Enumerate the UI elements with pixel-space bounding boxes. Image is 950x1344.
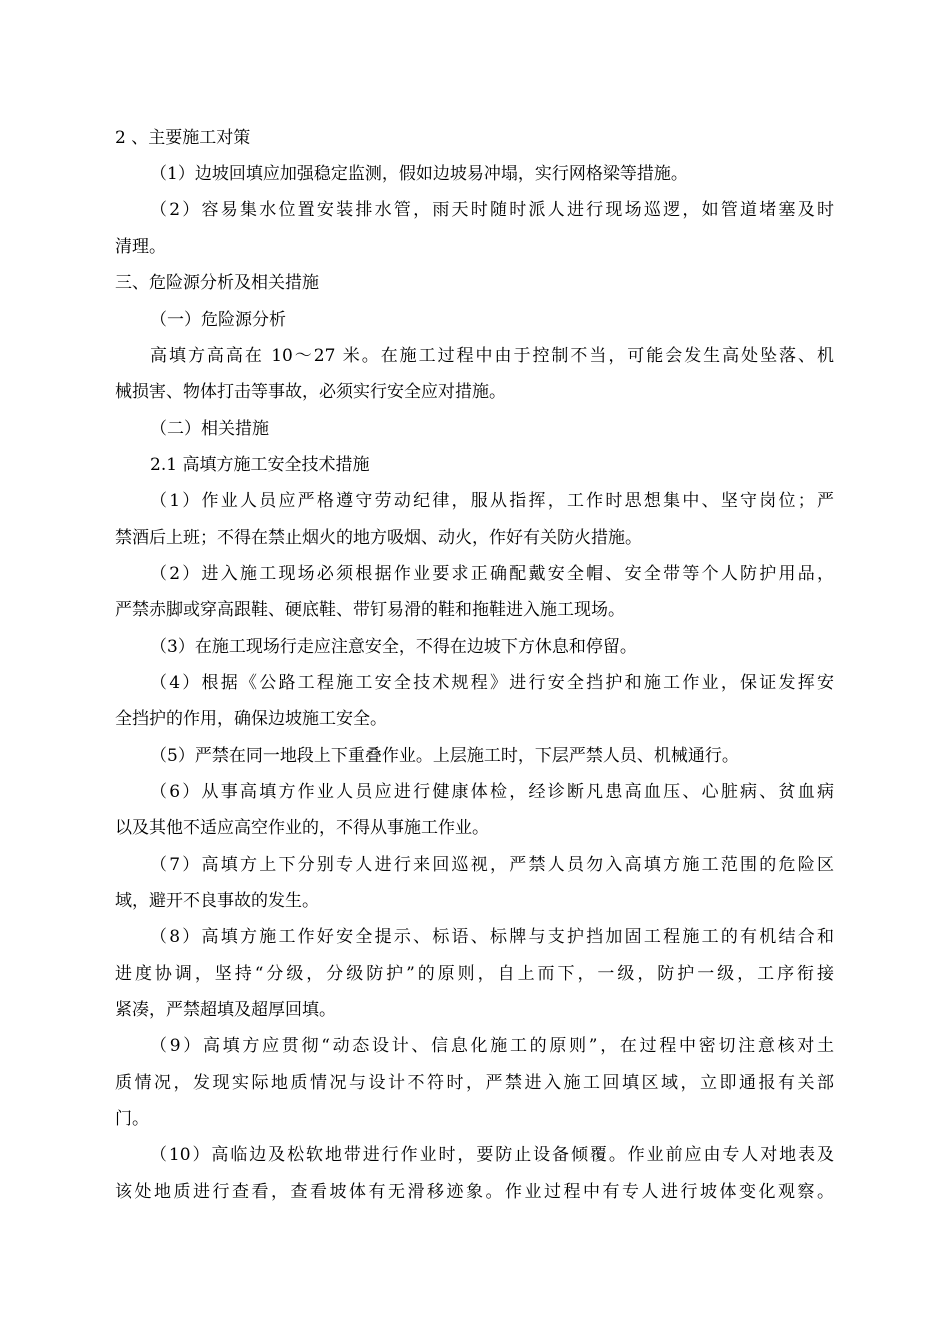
subsection-heading: （一）危险源分析 [150,310,286,330]
subsection-heading: 2.1 高填方施工安全技术措施 [150,455,370,475]
paragraph-line: 高填方高高在 10～27 米。在施工过程中由于控制不当，可能会发生高处坠落、机 [150,346,834,366]
paragraph-line: 以及其他不适应高空作业的，不得从事施工作业。 [115,818,489,838]
paragraph-line: （8）高填方施工作好安全提示、标语、标牌与支护挡加固工程施工的有机结合和 [150,927,834,947]
paragraph-line: （9）高填方应贯彻“动态设计、信息化施工的原则”，在过程中密切注意核对土 [150,1036,834,1056]
paragraph-line: （2）进入施工现场必须根据作业要求正确配戴安全帽、安全带等个人防护用品， [150,564,834,584]
paragraph-line: （5）严禁在同一地段上下重叠作业。上层施工时，下层严禁人员、机械通行。 [150,746,739,766]
paragraph-line: （6）从事高填方作业人员应进行健康体检，经诊断凡患高血压、心脏病、贫血病 [150,782,834,802]
paragraph-line: 清理。 [115,237,166,257]
paragraph-line: （3）在施工现场行走应注意安全，不得在边坡下方休息和停留。 [150,637,637,657]
section-heading: 三、危险源分析及相关措施 [115,273,319,293]
paragraph-line: 域，避开不良事故的发生。 [115,891,319,911]
paragraph-line: （10）高临边及松软地带进行作业时，要防止设备倾覆。作业前应由专人对地表及 [150,1145,834,1165]
paragraph-line: 严禁赤脚或穿高跟鞋、硬底鞋、带钉易滑的鞋和拖鞋进入施工现场。 [115,600,625,620]
paragraph-line: 该处地质进行查看，查看坡体有无滑移迹象。作业过程中有专人进行坡体变化观察。 [115,1182,834,1202]
paragraph-line: 禁酒后上班；不得在禁止烟火的地方吸烟、动火，作好有关防火措施。 [115,528,642,548]
paragraph-line: （1）作业人员应严格遵守劳动纪律，服从指挥，工作时思想集中、坚守岗位；严 [150,491,834,511]
paragraph-line: 门。 [115,1109,149,1129]
paragraph-line: 全挡护的作用，确保边坡施工安全。 [115,709,387,729]
paragraph-line: （4）根据《公路工程施工安全技术规程》进行安全挡护和施工作业，保证发挥安 [150,673,834,693]
paragraph-line: 紧凑，严禁超填及超厚回填。 [115,1000,336,1020]
paragraph-line: （2）容易集水位置安装排水管，雨天时随时派人进行现场巡逻，如管道堵塞及时 [150,200,834,220]
paragraph-line: 质情况，发现实际地质情况与设计不符时，严禁进入施工回填区域，立即通报有关部 [115,1073,834,1093]
paragraph-line: （7）高填方上下分别专人进行来回巡视，严禁人员勿入高填方施工范围的危险区 [150,855,834,875]
paragraph-line: 进度协调，坚持“分级，分级防护”的原则，自上而下，一级，防护一级，工序衔接 [115,964,834,984]
paragraph-line: 械损害、物体打击等事故，必须实行安全应对措施。 [115,382,506,402]
paragraph-line: （1）边坡回填应加强稳定监测，假如边坡易冲塌，实行网格梁等措施。 [150,164,688,184]
section-heading: 2 、主要施工对策 [115,128,251,148]
subsection-heading: （二）相关措施 [150,419,269,439]
